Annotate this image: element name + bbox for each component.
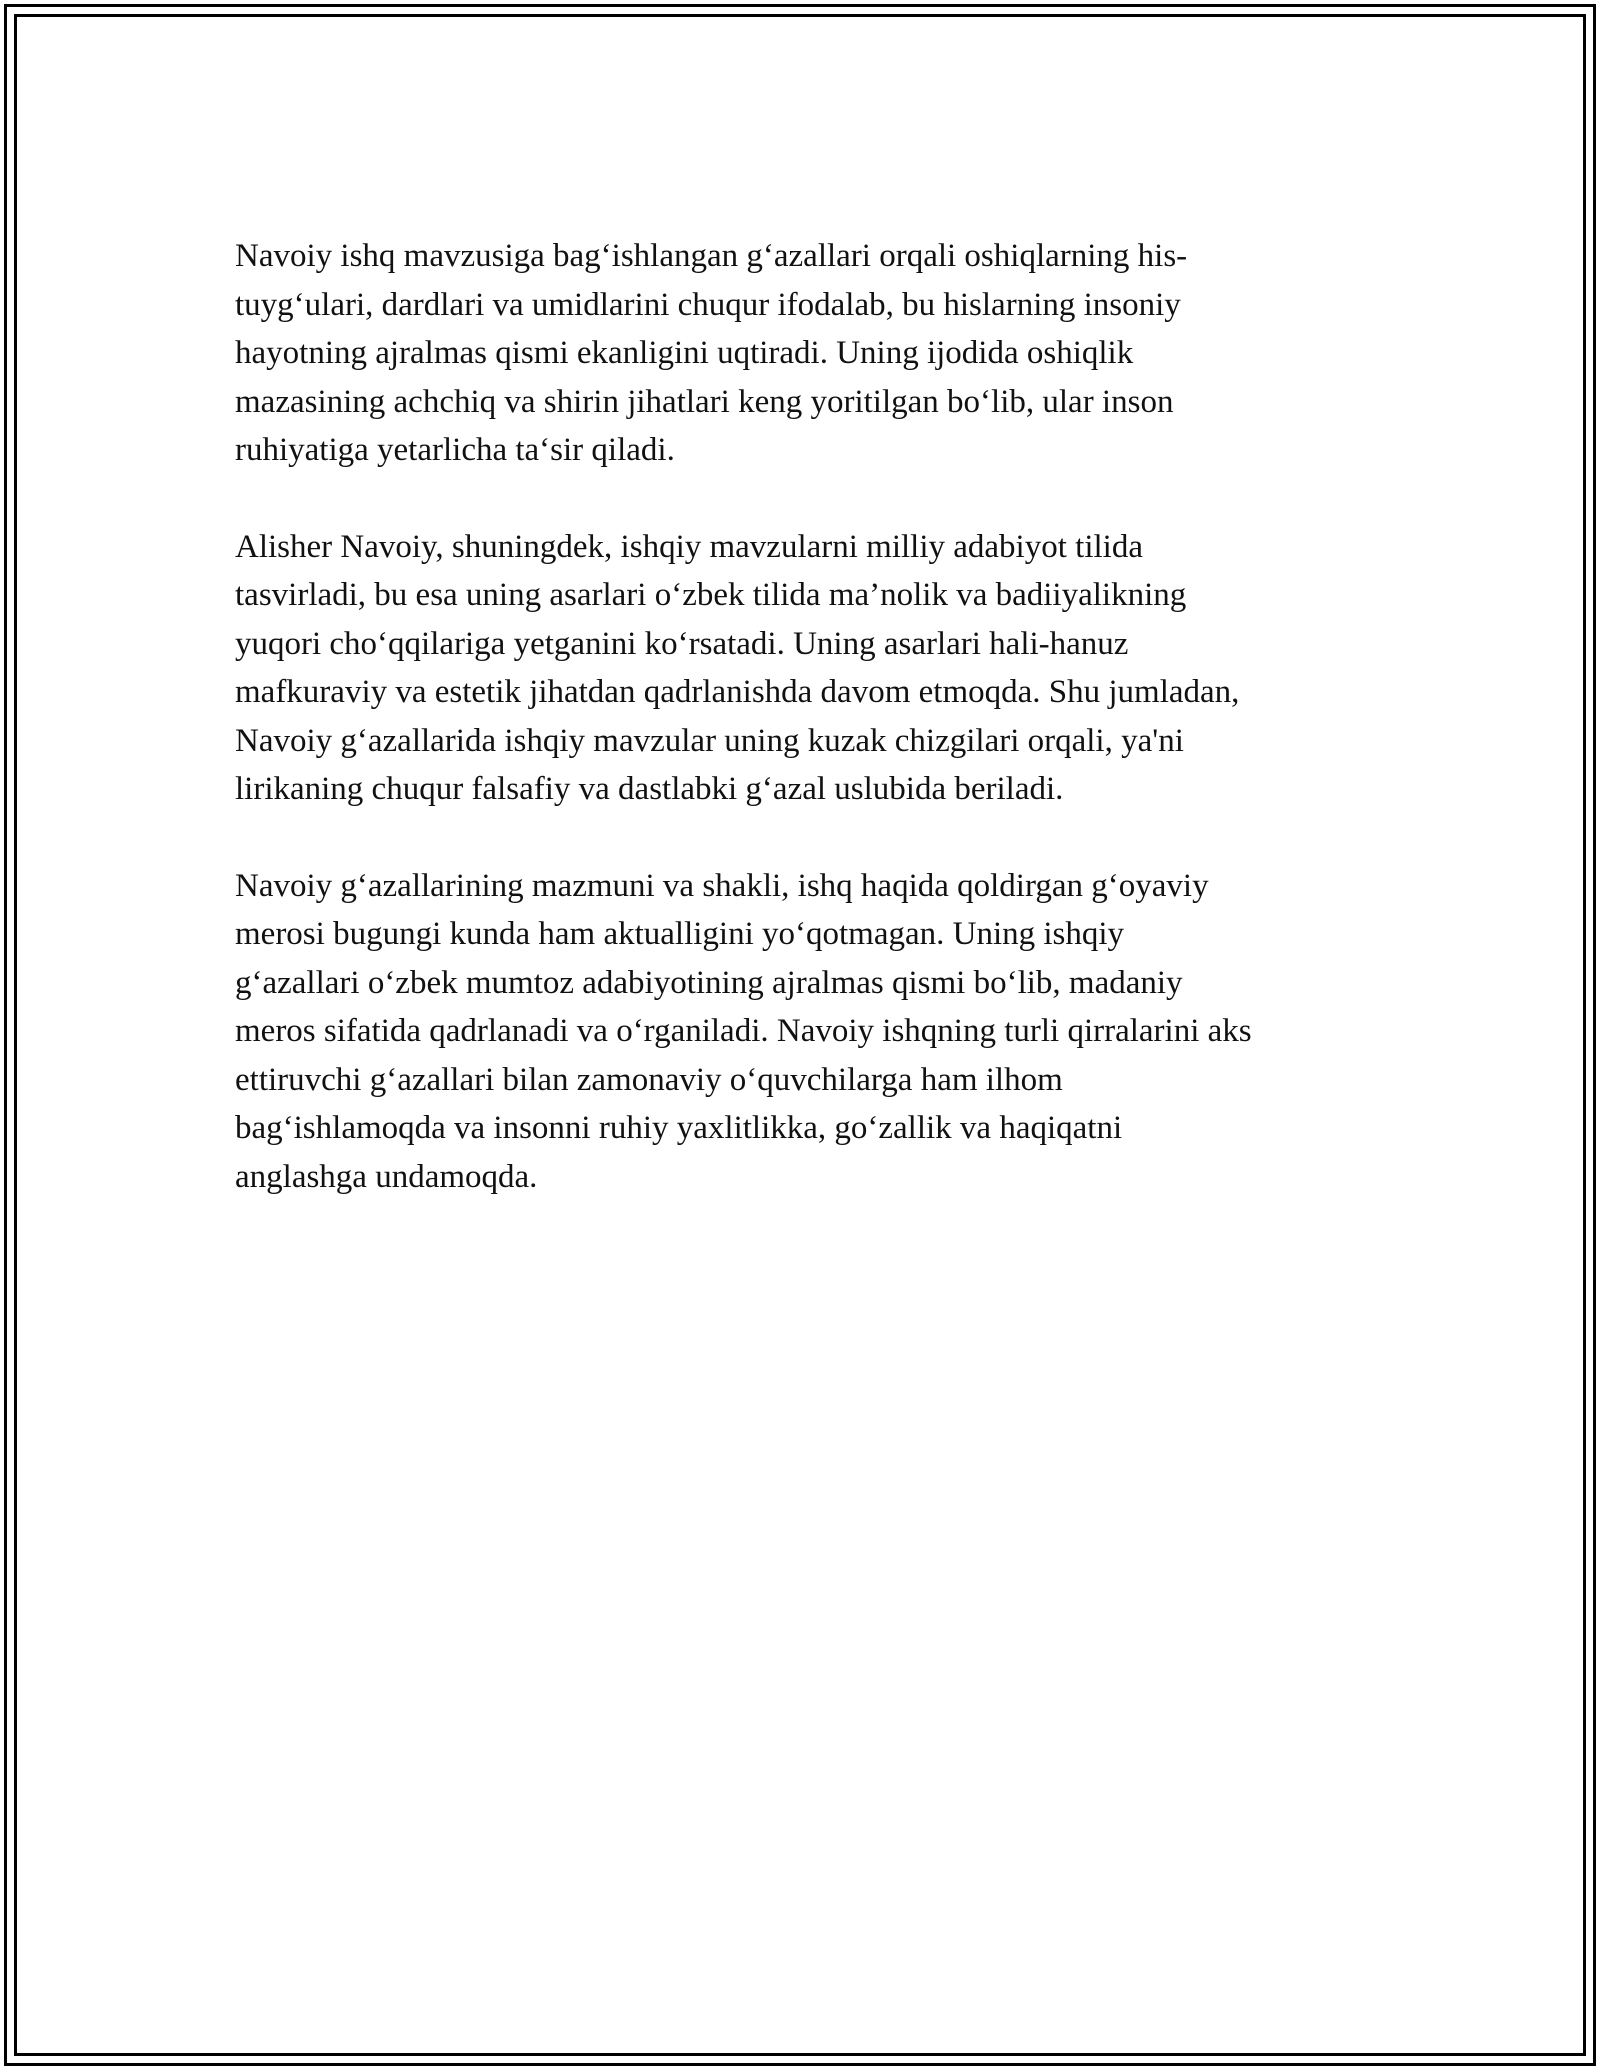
paragraph-2: Alisher Navoiy, shuningdek, ishqiy mavzularni milliy adabiyot tilida tasvirladi, bu esa uning asarlari o‘zbek tilida ma’nolik va badiiyalikning yuqori cho‘qqilariga yetganini ko‘rsatadi. Uning asarlari hali-hanuz mafkuraviy va estetik jihatdan qadrlanishda davom etmoqda. Shu jumladan, Navoiy g‘azallarida ishqiy mavzular uning kuzak chizgilari orqali, ya'ni lirikaning chuqur falsafiy va dastlabki g‘azal uslubida beriladi.: [235, 528, 1240, 807]
paragraph-3: Navoiy g‘azallarining mazmuni va shakli, ishq haqida qoldirgan g‘oyaviy merosi bugungi kunda ham aktualligini yo‘qotmagan. Uning ishqiy g‘azallari o‘zbek mumtoz adabiyotining ajralmas qismi bo‘lib, madaniy meros sifatida qadrlanadi va o‘rganiladi. Navoiy ishqning turli qirralarini aks ettiruvchi g‘azallari bilan zamonaviy o‘quvchilarga ham ilhom bag‘ishlamoqda va insonni ruhiy yaxlitlikka, go‘zallik va haqiqatni anglashga undamoqda.: [235, 867, 1252, 1195]
document-body: [235, 232, 1385, 1249]
paragraph-1: Navoiy ishq mavzusiga bag‘ishlangan g‘azallari orqali oshiqlarning his- tuyg‘ulari, dardlari va umidlarini chuqur ifodalab, bu hislarning insoniy hayotning ajralmas qismi ekanligini uqtiradi. Uning ijodida oshiqlik mazasining achchiq va shirin jihatlari keng yoritilgan bo‘lib, ular inson ruhiyatiga yetarlicha ta‘sir qiladi.: [235, 238, 1188, 468]
